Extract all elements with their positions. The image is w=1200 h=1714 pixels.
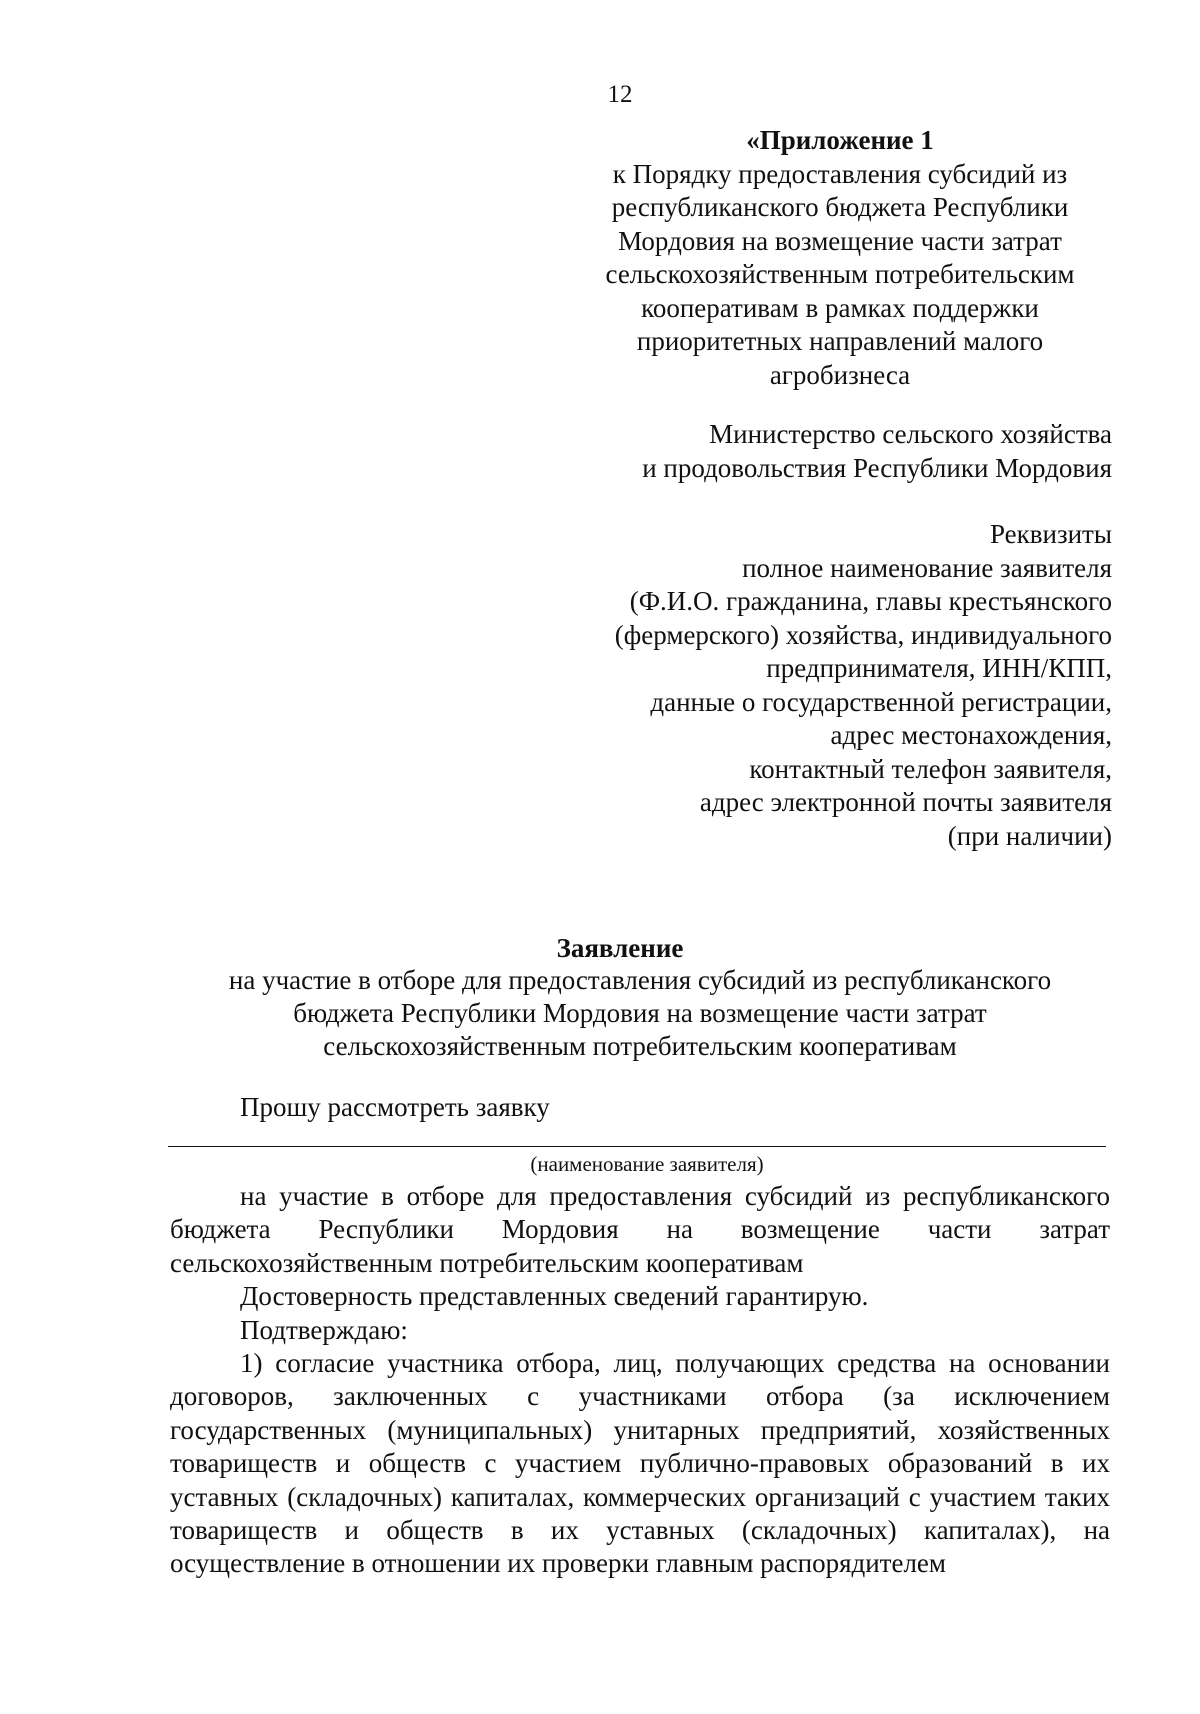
statement-subtitle — [170, 964, 1110, 1063]
requisites-line: Реквизиты — [989, 519, 1112, 549]
requisites-line: (Ф.И.О. гражданина, главы крестьянского — [629, 586, 1112, 616]
appendix-header — [560, 124, 1120, 392]
appendix-line: агробизнеса — [769, 359, 911, 390]
appendix-line: Мордовия на возмещение части затрат — [618, 225, 1062, 256]
applicant-name-field-line — [168, 1146, 1106, 1147]
page-number: 12 — [607, 81, 633, 108]
applicant-requisites — [560, 518, 1112, 853]
ministry-line: и продовольствия Республики Мордовия — [642, 452, 1112, 483]
body-paragraph: Подтверждаю: — [240, 1314, 408, 1345]
subtitle-line: сельскохозяйственным потребительским кооперативам — [323, 1031, 957, 1061]
appendix-line: республиканского бюджета Республики — [611, 192, 1069, 222]
requisites-line: (при наличии) — [947, 820, 1112, 851]
subtitle-line: на участие в отборе для предоставления субсидий из республиканского — [228, 965, 1052, 995]
body-paragraph: 1) согласие участника отбора, лиц, получающих средства на основании договоров, заключенных с участниками отбора (за исключением государственных (муниципальных) унитарных предприятий, хозяйственных товариществ и обществ с участием публично-правовых образований в их уставных (складочных) капиталах, коммерческих организаций с участием таких товариществ и обществ в их уставных (складочных) капиталах), на осуществление в отношении их проверки главным распорядителем — [170, 1348, 1110, 1579]
statement-body — [170, 1180, 1110, 1581]
appendix-line: сельскохозяйственным потребительским — [605, 259, 1075, 289]
appendix-line: кооперативам в рамках поддержки — [641, 292, 1039, 323]
requisites-line: (фермерского) хозяйства, индивидуального — [614, 619, 1112, 650]
applicant-name-caption: (наименование заявителя) — [530, 1152, 764, 1176]
requisites-line: адрес местонахождения, — [830, 720, 1112, 750]
appendix-line: к Порядку предоставления субсидий из — [612, 158, 1068, 189]
appendix-title: «Приложение 1 — [746, 125, 934, 155]
subtitle-line: бюджета Республики Мордовия на возмещение части затрат — [293, 998, 987, 1028]
body-paragraph: Достоверность представленных сведений гарантирую. — [240, 1281, 869, 1312]
statement-title: Заявление — [556, 933, 684, 963]
ministry-line: Министерство сельского хозяйства — [709, 419, 1112, 449]
requisites-line: данные о государственной регистрации, — [650, 686, 1112, 717]
requisites-line: контактный телефон заявителя, — [749, 753, 1112, 784]
appendix-line: приоритетных направлений малого — [636, 326, 1044, 356]
body-paragraph: на участие в отборе для предоставления субсидий из республиканского бюджета Республики Мордовия на возмещение части затрат сельскохозяйственным потребительским кооперативам — [170, 1181, 1110, 1278]
requisites-line: полное наименование заявителя — [742, 552, 1112, 583]
request-text: Прошу рассмотреть заявку — [240, 1092, 550, 1122]
addressee-ministry — [560, 418, 1112, 485]
requisites-line: предпринимателя, ИНН/КПП, — [766, 653, 1112, 683]
requisites-line: адрес электронной почты заявителя — [699, 787, 1112, 817]
